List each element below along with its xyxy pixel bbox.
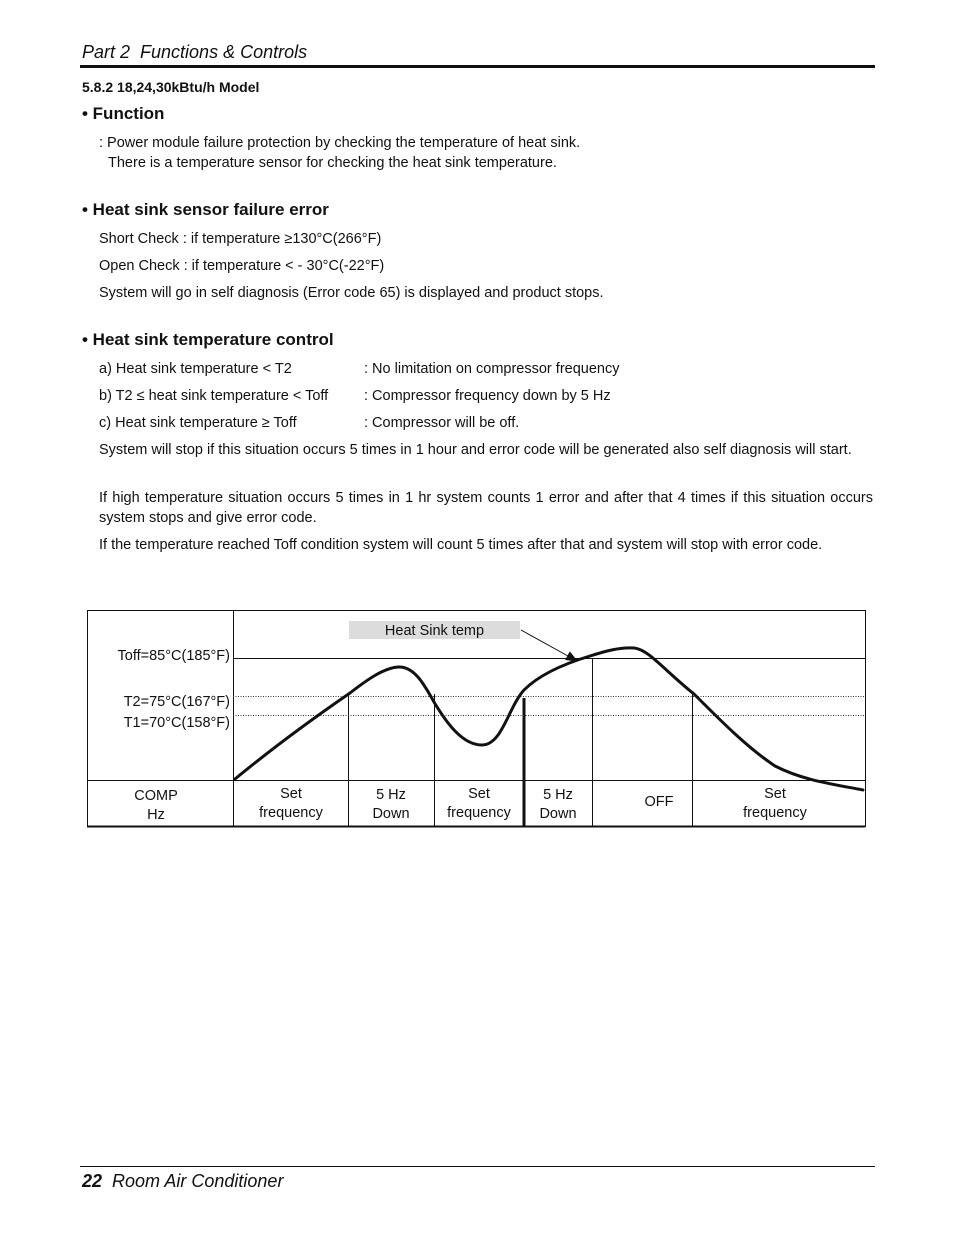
phase-1-label-line1: Set xyxy=(280,786,302,802)
toff-paragraph: If the temperature reached Toff condition system will count 5 times after that and system will stop with error code. xyxy=(99,537,823,553)
curve-label-arrow xyxy=(521,630,577,661)
rule-b-action: : Compressor frequency down by 5 Hz xyxy=(364,388,611,404)
phase-4-label-line1: 5 Hz xyxy=(543,787,573,803)
temp-control-heading: • Heat sink temperature control xyxy=(82,330,334,349)
phase-4-label-line2: Down xyxy=(539,806,577,822)
heat-sink-temp-curve xyxy=(235,648,863,790)
phase-6-label-line2: frequency xyxy=(743,805,807,821)
toff-label: Toff=85°C(185°F) xyxy=(117,648,230,664)
header-part: Part 2 xyxy=(82,42,131,62)
function-line-1: : Power module failure protection by checking the temperature of heat sink. xyxy=(99,135,581,151)
comp-label: COMP xyxy=(134,788,178,804)
hz-label: Hz xyxy=(147,807,165,823)
short-check: Short Check : if temperature ≥130°C(266°F) xyxy=(99,231,382,247)
rule-b-condition: b) T2 ≤ heat sink temperature < Toff xyxy=(99,388,329,404)
rule-c-condition: c) Heat sink temperature ≥ Toff xyxy=(99,415,297,431)
section-number: 5.8.2 18,24,30kBtu/h Model xyxy=(82,79,260,95)
rule-a-action: : No limitation on compressor frequency xyxy=(364,361,620,377)
curve-label: Heat Sink temp xyxy=(384,623,485,639)
t2-label: T2=75°C(167°F) xyxy=(123,694,230,710)
error-count-paragraph: If high temperature situation occurs 5 times in 1 hr system counts 1 error and after that 4 times if this situation occurs system stops and give error code. xyxy=(99,490,873,526)
phase-6-label-line1: Set xyxy=(764,786,786,802)
rule-c-action: : Compressor will be off. xyxy=(364,415,520,431)
phase-5-label: OFF xyxy=(644,794,674,810)
phase-3-label-line1: Set xyxy=(468,786,490,802)
function-heading: • Function xyxy=(82,104,165,123)
phase-2-label-line2: Down xyxy=(372,806,410,822)
self-diagnosis-note: System will go in self diagnosis (Error code 65) is displayed and product stops. xyxy=(99,285,604,301)
t1-label: T1=70°C(158°F) xyxy=(123,715,230,731)
phase-3-label-line2: frequency xyxy=(447,805,511,821)
rule-a-condition: a) Heat sink temperature < T2 xyxy=(99,361,292,377)
footer-rule xyxy=(80,1166,875,1167)
sensor-failure-heading: • Heat sink sensor failure error xyxy=(82,200,329,219)
phase-2-label-line1: 5 Hz xyxy=(376,787,406,803)
footer-title: Room Air Conditioner xyxy=(112,1171,284,1191)
page-number: 22 xyxy=(82,1171,103,1191)
function-line-2: There is a temperature sensor for checking the heat sink temperature. xyxy=(108,155,557,171)
header-title: Functions & Controls xyxy=(140,42,308,62)
phase-1-label-line2: frequency xyxy=(259,805,323,821)
open-check: Open Check : if temperature < - 30°C(-22°F) xyxy=(99,258,385,274)
page-footer xyxy=(82,1171,283,1192)
stop-paragraph: System will stop if this situation occurs 5 times in 1 hour and error code will be generated also self diagnosis will start. xyxy=(99,442,852,458)
